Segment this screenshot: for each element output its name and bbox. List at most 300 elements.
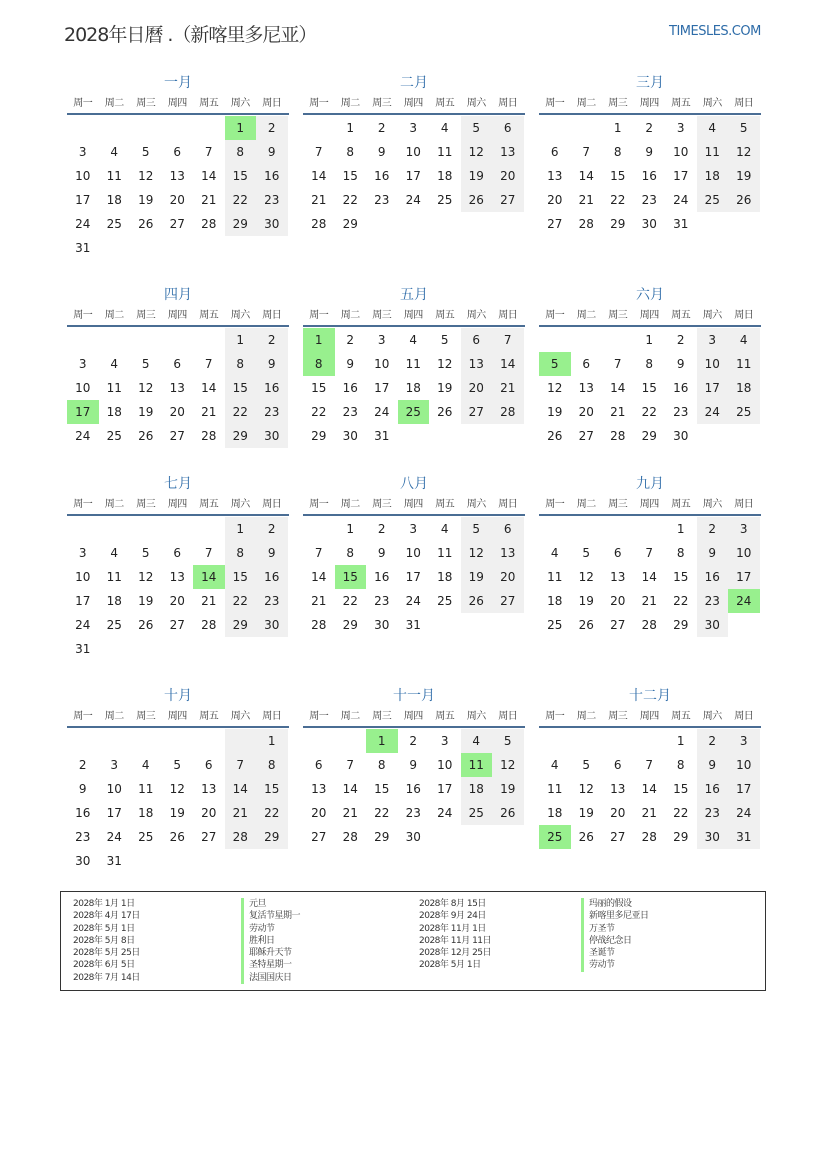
day-cell: 24 bbox=[673, 193, 689, 207]
day-cell: 21 bbox=[311, 193, 327, 207]
day-cell: 4 bbox=[141, 758, 150, 772]
empty-cell bbox=[162, 236, 194, 260]
day-cell: 28 bbox=[201, 429, 217, 443]
week-row bbox=[303, 517, 525, 541]
day-cell: 7 bbox=[225, 753, 257, 777]
day-cell: 19 bbox=[578, 594, 594, 608]
day-cell: 3 bbox=[78, 546, 87, 560]
day-cell: 29 bbox=[673, 830, 689, 844]
empty-cell bbox=[130, 637, 162, 661]
day-cell: 30 bbox=[75, 854, 91, 868]
empty-cell bbox=[728, 613, 760, 637]
weekday-label: 周三 bbox=[608, 499, 628, 510]
day-cell: 18 bbox=[728, 376, 760, 400]
day-cell: 17 bbox=[405, 570, 421, 584]
day-cell: 1 bbox=[225, 328, 257, 352]
day-cell: 21 bbox=[201, 405, 217, 419]
day-cell: 5 bbox=[461, 517, 493, 541]
day-cell: 14 bbox=[578, 169, 594, 183]
week-row bbox=[539, 424, 761, 448]
day-cell: 28 bbox=[641, 618, 657, 632]
weekday-label: 周六 bbox=[466, 310, 486, 321]
day-cell: 7 bbox=[645, 758, 654, 772]
week-row bbox=[539, 753, 761, 777]
day-cell: 27 bbox=[492, 589, 524, 613]
weekday-label: 周五 bbox=[435, 499, 455, 510]
day-cell: 6 bbox=[204, 758, 213, 772]
month-title: 二月 bbox=[400, 75, 428, 91]
day-cell: 12 bbox=[728, 140, 760, 164]
day-cell: 6 bbox=[173, 145, 182, 159]
month-block bbox=[303, 284, 525, 448]
week-row bbox=[303, 753, 525, 777]
day-cell: 21 bbox=[201, 594, 217, 608]
week-row bbox=[539, 376, 761, 400]
day-cell: 24 bbox=[437, 806, 453, 820]
empty-cell bbox=[728, 212, 760, 236]
day-cell: 14 bbox=[311, 570, 327, 584]
day-cell: 10 bbox=[75, 169, 91, 183]
day-cell: 27 bbox=[169, 217, 185, 231]
weekday-label: 周日 bbox=[262, 98, 282, 109]
weekday-label: 周四 bbox=[639, 310, 659, 321]
day-cell: 7 bbox=[204, 357, 213, 371]
day-cell: 8 bbox=[645, 357, 654, 371]
day-cell: 12 bbox=[138, 381, 154, 395]
week-row bbox=[539, 140, 761, 164]
week-row bbox=[539, 116, 761, 140]
week-row bbox=[67, 517, 289, 541]
month-block bbox=[67, 473, 289, 661]
weekday-label: 周六 bbox=[702, 499, 722, 510]
day-cell: 28 bbox=[610, 429, 626, 443]
week-row bbox=[67, 613, 289, 637]
month-block bbox=[303, 685, 525, 849]
empty-cell bbox=[303, 729, 335, 753]
day-cell: 23 bbox=[641, 193, 657, 207]
day-cell: 7 bbox=[204, 546, 213, 560]
day-cell: 6 bbox=[492, 116, 524, 140]
day-cell: 1 bbox=[346, 121, 355, 135]
month-title: 四月 bbox=[164, 287, 192, 303]
week-row bbox=[67, 140, 289, 164]
week-row bbox=[67, 328, 289, 352]
empty-cell bbox=[256, 637, 288, 661]
legend-holiday-date: 2028年 4月 17日 bbox=[73, 911, 140, 922]
day-cell: 22 bbox=[673, 594, 689, 608]
day-cell: 14 bbox=[342, 782, 358, 796]
day-cell: 5 bbox=[141, 546, 150, 560]
week-row bbox=[539, 565, 761, 589]
day-cell: 21 bbox=[641, 594, 657, 608]
weekday-label: 周日 bbox=[498, 499, 518, 510]
weekday-label: 周五 bbox=[435, 711, 455, 722]
weekday-label: 周二 bbox=[340, 98, 360, 109]
weekday-label: 周六 bbox=[466, 499, 486, 510]
day-cell: 16 bbox=[374, 570, 390, 584]
day-cell: 10 bbox=[75, 570, 91, 584]
empty-cell bbox=[634, 517, 666, 541]
empty-cell bbox=[256, 849, 288, 873]
weekday-header bbox=[539, 307, 761, 327]
day-cell: 7 bbox=[314, 546, 323, 560]
empty-cell bbox=[539, 116, 571, 140]
day-cell: 14 bbox=[201, 169, 217, 183]
empty-cell bbox=[492, 613, 524, 637]
weekday-label: 周六 bbox=[466, 98, 486, 109]
week-row bbox=[539, 801, 761, 825]
day-cell: 23 bbox=[256, 188, 288, 212]
weekday-label: 周日 bbox=[498, 98, 518, 109]
day-cell: 5 bbox=[461, 116, 493, 140]
weekday-label: 周四 bbox=[403, 711, 423, 722]
weekday-label: 周一 bbox=[545, 310, 565, 321]
day-cell: 9 bbox=[697, 753, 729, 777]
day-cell: 7 bbox=[645, 546, 654, 560]
empty-cell bbox=[461, 825, 493, 849]
day-cell: 8 bbox=[225, 541, 257, 565]
day-cell: 6 bbox=[492, 517, 524, 541]
weekday-label: 周五 bbox=[671, 711, 691, 722]
day-cell: 11 bbox=[138, 782, 154, 796]
day-cell: 15 bbox=[673, 570, 689, 584]
legend-holiday-date: 2028年 11月 11日 bbox=[419, 935, 492, 946]
day-cell: 29 bbox=[256, 825, 288, 849]
day-cell: 27 bbox=[169, 429, 185, 443]
day-cell: 5 bbox=[440, 333, 449, 347]
day-cell: 18 bbox=[547, 806, 563, 820]
day-cell: 21 bbox=[641, 806, 657, 820]
empty-cell bbox=[162, 637, 194, 661]
day-cell: 2 bbox=[697, 729, 729, 753]
day-cell: 14 bbox=[225, 777, 257, 801]
week-row bbox=[303, 613, 525, 637]
week-row bbox=[67, 212, 289, 236]
empty-cell bbox=[130, 517, 162, 541]
week-row bbox=[67, 777, 289, 801]
day-cell: 19 bbox=[728, 164, 760, 188]
day-cell: 25 bbox=[728, 400, 760, 424]
day-cell: 11 bbox=[106, 169, 122, 183]
weekday-header bbox=[67, 496, 289, 516]
day-cell: 29 bbox=[225, 212, 257, 236]
weekday-label: 周六 bbox=[230, 711, 250, 722]
day-cell: 20 bbox=[201, 806, 217, 820]
week-row bbox=[67, 825, 289, 849]
day-cell: 17 bbox=[405, 169, 421, 183]
day-cell: 10 bbox=[374, 357, 390, 371]
day-cell: 25 bbox=[138, 830, 154, 844]
day-cell: 28 bbox=[342, 830, 358, 844]
day-cell: 9 bbox=[377, 145, 386, 159]
day-cell: 15 bbox=[225, 376, 257, 400]
holiday-legend bbox=[60, 891, 766, 991]
day-cell: 19 bbox=[437, 381, 453, 395]
weekday-label: 周六 bbox=[230, 310, 250, 321]
day-cell: 23 bbox=[75, 830, 91, 844]
day-cell: 15 bbox=[342, 169, 358, 183]
month-title: 七月 bbox=[164, 476, 192, 492]
day-cell: 23 bbox=[256, 589, 288, 613]
week-row bbox=[303, 116, 525, 140]
day-cell: 3 bbox=[409, 522, 418, 536]
day-cell: 27 bbox=[578, 429, 594, 443]
holiday-day-cell: 1 bbox=[366, 729, 398, 753]
legend-holiday-date: 2028年 5月 1日 bbox=[73, 923, 135, 934]
empty-cell bbox=[492, 424, 524, 448]
week-row bbox=[67, 565, 289, 589]
empty-cell bbox=[130, 729, 162, 753]
day-cell: 20 bbox=[547, 193, 563, 207]
day-cell: 22 bbox=[374, 806, 390, 820]
day-cell: 31 bbox=[405, 618, 421, 632]
day-cell: 13 bbox=[610, 782, 626, 796]
weekday-label: 周四 bbox=[167, 310, 187, 321]
day-cell: 25 bbox=[697, 188, 729, 212]
day-cell: 26 bbox=[461, 188, 493, 212]
holiday-day-cell: 25 bbox=[539, 825, 571, 849]
day-cell: 10 bbox=[437, 758, 453, 772]
week-row bbox=[539, 589, 761, 613]
day-cell: 8 bbox=[225, 352, 257, 376]
day-cell: 23 bbox=[697, 801, 729, 825]
empty-cell bbox=[461, 613, 493, 637]
month-block bbox=[539, 473, 761, 637]
weekday-label: 周四 bbox=[167, 499, 187, 510]
empty-cell bbox=[225, 729, 257, 753]
day-cell: 19 bbox=[461, 565, 493, 589]
week-row bbox=[67, 849, 289, 873]
day-cell: 21 bbox=[201, 193, 217, 207]
empty-cell bbox=[571, 328, 603, 352]
day-cell: 26 bbox=[461, 589, 493, 613]
day-cell: 14 bbox=[492, 352, 524, 376]
day-cell: 2 bbox=[645, 121, 654, 135]
day-cell: 3 bbox=[697, 328, 729, 352]
day-cell: 19 bbox=[138, 405, 154, 419]
day-cell: 12 bbox=[461, 140, 493, 164]
holiday-day-cell: 11 bbox=[461, 753, 493, 777]
weekday-label: 周三 bbox=[608, 310, 628, 321]
day-cell: 24 bbox=[75, 217, 91, 231]
day-cell: 22 bbox=[225, 188, 257, 212]
day-cell: 11 bbox=[106, 570, 122, 584]
day-cell: 15 bbox=[374, 782, 390, 796]
week-row bbox=[539, 400, 761, 424]
day-cell: 15 bbox=[225, 565, 257, 589]
week-row bbox=[303, 825, 525, 849]
day-cell: 20 bbox=[610, 806, 626, 820]
day-cell: 4 bbox=[440, 121, 449, 135]
day-cell: 30 bbox=[697, 825, 729, 849]
weekday-label: 周四 bbox=[403, 310, 423, 321]
day-cell: 17 bbox=[673, 169, 689, 183]
week-row bbox=[539, 729, 761, 753]
day-cell: 16 bbox=[256, 565, 288, 589]
week-row bbox=[303, 589, 525, 613]
weekday-label: 周三 bbox=[608, 711, 628, 722]
day-cell: 18 bbox=[461, 777, 493, 801]
day-cell: 29 bbox=[311, 429, 327, 443]
weekday-label: 周一 bbox=[309, 499, 329, 510]
week-row bbox=[67, 589, 289, 613]
day-cell: 27 bbox=[169, 618, 185, 632]
empty-cell bbox=[193, 517, 225, 541]
weekday-label: 周日 bbox=[734, 310, 754, 321]
week-row bbox=[303, 164, 525, 188]
day-cell: 20 bbox=[610, 594, 626, 608]
day-cell: 4 bbox=[697, 116, 729, 140]
day-cell: 11 bbox=[547, 782, 563, 796]
empty-cell bbox=[335, 729, 367, 753]
legend-dates-right bbox=[419, 898, 491, 972]
month-title: 十月 bbox=[164, 688, 192, 704]
day-cell: 27 bbox=[461, 400, 493, 424]
day-cell: 2 bbox=[256, 116, 288, 140]
day-cell: 16 bbox=[641, 169, 657, 183]
week-row bbox=[539, 352, 761, 376]
empty-cell bbox=[602, 517, 634, 541]
empty-cell bbox=[429, 212, 461, 236]
day-cell: 22 bbox=[311, 405, 327, 419]
day-cell: 21 bbox=[311, 594, 327, 608]
weekday-label: 周日 bbox=[498, 711, 518, 722]
month-title: 十二月 bbox=[629, 688, 671, 704]
page-title: 2028年日曆 .（新喀里多尼亚） bbox=[64, 24, 317, 46]
weekday-label: 周二 bbox=[104, 711, 124, 722]
day-cell: 22 bbox=[225, 589, 257, 613]
week-row bbox=[67, 400, 289, 424]
day-cell: 28 bbox=[641, 830, 657, 844]
empty-cell bbox=[461, 212, 493, 236]
day-cell: 24 bbox=[697, 400, 729, 424]
empty-cell bbox=[193, 236, 225, 260]
weekday-label: 周四 bbox=[639, 711, 659, 722]
day-cell: 15 bbox=[641, 381, 657, 395]
month-title: 九月 bbox=[636, 476, 664, 492]
empty-cell bbox=[398, 212, 430, 236]
weekday-header bbox=[67, 708, 289, 728]
day-cell: 20 bbox=[461, 376, 493, 400]
day-cell: 7 bbox=[204, 145, 213, 159]
week-row bbox=[67, 753, 289, 777]
week-row bbox=[539, 188, 761, 212]
day-cell: 20 bbox=[311, 806, 327, 820]
weekday-header bbox=[303, 708, 525, 728]
empty-cell bbox=[193, 328, 225, 352]
day-cell: 4 bbox=[461, 729, 493, 753]
week-row bbox=[303, 424, 525, 448]
day-cell: 14 bbox=[610, 381, 626, 395]
day-cell: 28 bbox=[225, 825, 257, 849]
day-cell: 4 bbox=[110, 546, 119, 560]
empty-cell bbox=[99, 637, 131, 661]
empty-cell bbox=[602, 328, 634, 352]
weekday-label: 周五 bbox=[671, 98, 691, 109]
day-cell: 13 bbox=[492, 140, 524, 164]
day-cell: 18 bbox=[138, 806, 154, 820]
day-cell: 31 bbox=[374, 429, 390, 443]
weekday-label: 周一 bbox=[73, 310, 93, 321]
week-row bbox=[303, 777, 525, 801]
weekday-label: 周日 bbox=[734, 98, 754, 109]
day-cell: 26 bbox=[138, 429, 154, 443]
legend-holiday-name: 复活节星期一 bbox=[241, 910, 300, 922]
day-cell: 13 bbox=[169, 169, 185, 183]
day-cell: 12 bbox=[437, 357, 453, 371]
weekday-label: 周日 bbox=[498, 310, 518, 321]
day-cell: 29 bbox=[225, 613, 257, 637]
weekday-label: 周五 bbox=[435, 310, 455, 321]
day-cell: 8 bbox=[377, 758, 386, 772]
weekday-header bbox=[539, 496, 761, 516]
weekday-label: 周三 bbox=[372, 310, 392, 321]
month-block bbox=[67, 72, 289, 260]
month-block bbox=[67, 685, 289, 873]
day-cell: 25 bbox=[106, 217, 122, 231]
day-cell: 4 bbox=[110, 357, 119, 371]
month-title: 六月 bbox=[636, 287, 664, 303]
day-cell: 21 bbox=[578, 193, 594, 207]
weekday-label: 周四 bbox=[403, 98, 423, 109]
weekday-label: 周四 bbox=[639, 98, 659, 109]
day-cell: 20 bbox=[169, 594, 185, 608]
day-cell: 25 bbox=[437, 193, 453, 207]
empty-cell bbox=[256, 236, 288, 260]
empty-cell bbox=[130, 236, 162, 260]
day-cell: 26 bbox=[547, 429, 563, 443]
empty-cell bbox=[99, 116, 131, 140]
holiday-day-cell: 24 bbox=[728, 589, 760, 613]
legend-holiday-date: 2028年 5月 8日 bbox=[73, 935, 135, 946]
day-cell: 30 bbox=[405, 830, 421, 844]
day-cell: 12 bbox=[169, 782, 185, 796]
week-row bbox=[303, 400, 525, 424]
legend-holiday-date: 2028年 8月 15日 bbox=[419, 899, 486, 909]
day-cell: 16 bbox=[75, 806, 91, 820]
month-title: 一月 bbox=[164, 75, 192, 91]
weekday-label: 周五 bbox=[671, 310, 691, 321]
empty-cell bbox=[697, 212, 729, 236]
day-cell: 9 bbox=[697, 541, 729, 565]
weekday-label: 周二 bbox=[104, 499, 124, 510]
empty-cell bbox=[539, 729, 571, 753]
week-row bbox=[303, 729, 525, 753]
day-cell: 10 bbox=[405, 145, 421, 159]
weekday-label: 周四 bbox=[403, 499, 423, 510]
brand-link[interactable]: TIMESLES.COM bbox=[669, 24, 761, 39]
weekday-label: 周二 bbox=[104, 310, 124, 321]
weekday-label: 周三 bbox=[136, 711, 156, 722]
week-row bbox=[303, 212, 525, 236]
day-cell: 15 bbox=[610, 169, 626, 183]
day-cell: 5 bbox=[582, 758, 591, 772]
holiday-day-cell: 8 bbox=[303, 352, 335, 376]
day-cell: 26 bbox=[492, 801, 524, 825]
day-cell: 7 bbox=[346, 758, 355, 772]
day-cell: 4 bbox=[550, 758, 559, 772]
day-cell: 12 bbox=[461, 541, 493, 565]
day-cell: 6 bbox=[613, 758, 622, 772]
week-row bbox=[303, 328, 525, 352]
weekday-label: 周二 bbox=[576, 711, 596, 722]
day-cell: 3 bbox=[440, 734, 449, 748]
week-row bbox=[303, 140, 525, 164]
day-cell: 6 bbox=[461, 328, 493, 352]
day-cell: 18 bbox=[106, 405, 122, 419]
day-cell: 21 bbox=[492, 376, 524, 400]
weekday-label: 周四 bbox=[167, 711, 187, 722]
